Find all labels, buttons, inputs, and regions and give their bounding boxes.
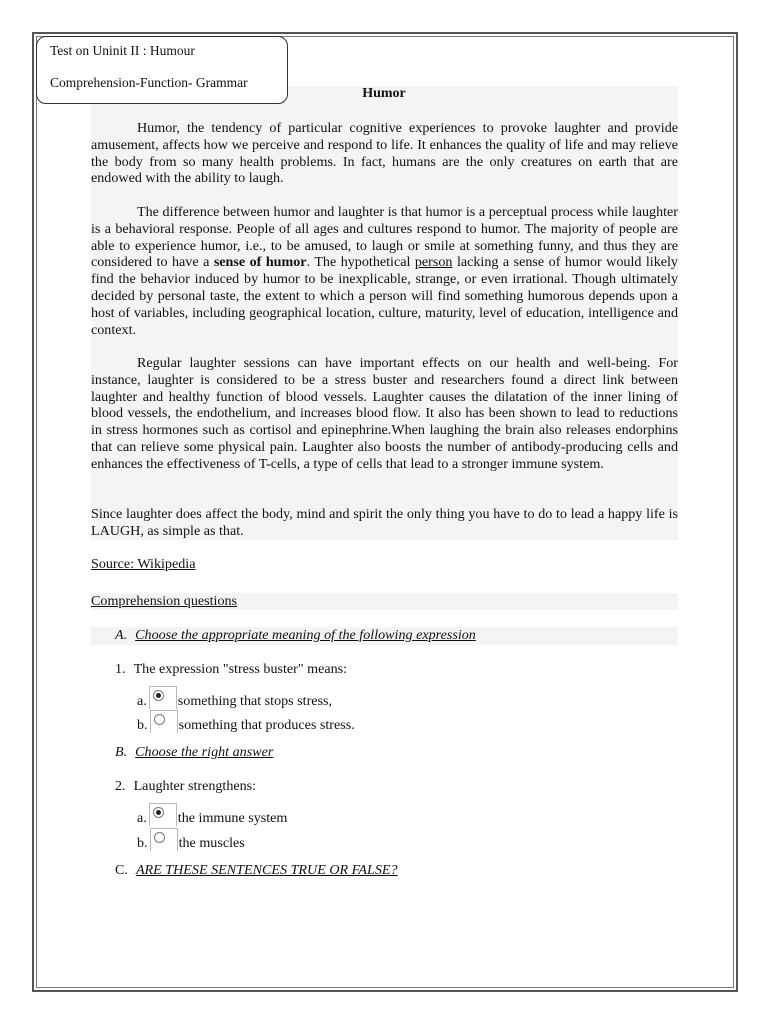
q1-option-b: b. something that produces stress. <box>137 710 355 734</box>
test-header-box <box>36 36 288 104</box>
page-title: Humor <box>362 86 406 101</box>
radio-checked-icon <box>153 807 164 818</box>
test-subtitle: Comprehension-Function- Grammar <box>50 75 248 90</box>
question-1: 1. The expression "stress buster" means: <box>115 661 348 677</box>
comprehension-heading: Comprehension questions <box>91 593 238 609</box>
paragraph-1: Humor, the tendency of particular cognitive experiences to provoke laughter and provide amusement, affects how we perceive and respond to life. It enhances the quality of life and may relieve the body from so many health problems. In fact, humans are the only creatures on earth that are endowed with the ability to laugh. <box>91 120 678 187</box>
q2-option-b: b. the muscles <box>137 828 245 852</box>
q2-option-a-radio[interactable] <box>149 803 177 826</box>
person-link[interactable]: person <box>414 254 453 271</box>
radio-unchecked-icon <box>154 832 165 843</box>
radio-checked-icon <box>153 690 164 701</box>
q2-option-a: a. the immune system <box>137 803 287 827</box>
section-b-heading: B. Choose the right answer <box>115 744 274 760</box>
q1-option-a-radio[interactable] <box>149 686 177 709</box>
paragraph-4: Since laughter does affect the body, mind and spirit the only thing you have to do to lead a happy life is LAUGH, as simple as that. <box>91 506 678 539</box>
question-2: 2. Laughter strengthens: <box>115 778 257 794</box>
radio-unchecked-icon <box>154 714 165 725</box>
paragraph-3: Regular laughter sessions can have important effects on our health and well-being. For instance, laughter is considered to be a stress buster and researchers found a direct link between laughter and healthy function of blood vessels. Laughter causes the dilatation of the inner lining of blood vessels, the endothelium, and increases blood flow. It also has been shown to lead to reductions in stress hormones such as cortisol and epinephrine.When laughing the brain also releases endorphins that can relieve some physical pain. Laughter also boosts the number of antibody-producing cells and enhances the effectiveness of T-cells, a type of cells that lead to a stronger immune system. <box>91 355 678 472</box>
section-c-heading: C. ARE THESE SENTENCES TRUE OR FALSE? <box>115 862 398 878</box>
sense-of-humor-bold: sense of humor <box>213 254 307 271</box>
source-line: Source: Wikipedia <box>91 556 196 572</box>
q1-option-a: a. something that stops stress, <box>137 686 332 710</box>
test-title: Test on Uninit II : Humour <box>50 43 195 58</box>
paragraph-2: The difference between humor and laughter is that humor is a perceptual process while laughter is a behavioral response. People of all ages and cultures respond to humor. The majority of people are able to experience humor, i.e., to be amused, to laugh or smile at something funny, and thus they are considered to have a sense of humor. The hypothetical person lacking a sense of humor would likely find the behavior induced by humor to be inexplicable, strange, or even irrational. Though ultimately decided by personal taste, the extent to which a person will find something humorous depends upon a host of variables, including geographical location, culture, maturity, level of education, intelligence and context. <box>91 204 678 338</box>
q2-option-b-radio[interactable] <box>150 828 178 851</box>
section-a-heading: A. Choose the appropriate meaning of the following expression <box>115 627 476 643</box>
q1-option-b-radio[interactable] <box>150 710 178 733</box>
